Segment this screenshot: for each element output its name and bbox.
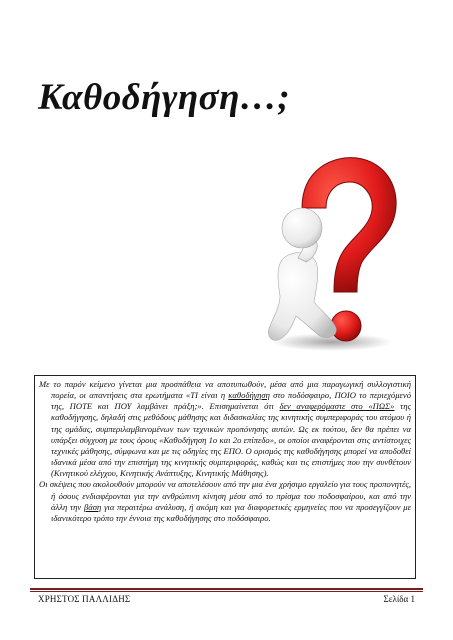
footer-page-number: Σελίδα 1 bbox=[383, 594, 415, 604]
thinking-figure-question-mark-icon bbox=[262, 150, 402, 355]
page-title: Καθοδήγηση…; bbox=[38, 77, 291, 118]
intro-paragraph-1: Με το παρόν κείμενο γίνεται μια προσπάθεια να αποτυπωθούν, μέσα από μια παραγωγική συλλογιστική πορεία, οι απαντήσεις στα ερωτήματα «ΤΙ είναι η καθοδήγηση στο ποδόσφαιρο, ΠΟΙΟ το περιεχόμενό της, ΠΟΤΕ και ΠΟΥ λαμβάνει πράξη;». Επισημαίνεται ότι δεν αναφερόμαστε στο «ΠΩΣ» της καθοδήγησης, δηλαδή στις μεθόδους μάθησης και διδασκαλίας της κινητικής συμπεριφοράς του ατόμου ή της ομάδας, συμπεριλαμβανομένων των τεχνικών προπόνησης αυτών. Ως εκ τούτου, δεν θα πρέπει να υπάρξει σύγχυση με τους όρους «Καθοδήγηση 1ο και 2ο επίπεδο», οι οποίοι αναφέρονται στις αντίστοιχες τεχνικές μάθησης, σύμφωνα και με τις οδηγίες της ΕΠΟ. Ο ορισμός της καθοδήγησης μπορεί να αποδοθεί ιδανικά μέσα από την επιστήμη της κινητικής συμπεριφοράς, καθώς και τις επιστήμες που την συνθέτουν (Κινητικού ελέγχου, Κινητικής Ανάπτυξης, Κινητικής Μάθησης). bbox=[39, 379, 412, 479]
footer-author: ΧΡΗΣΤΟΣ ΠΑΛΛΙΔΗΣ bbox=[38, 594, 131, 604]
footer-divider bbox=[30, 588, 423, 590]
footer-divider-thin bbox=[30, 591, 423, 592]
intro-text-box bbox=[34, 375, 416, 579]
intro-paragraph-2: Οι σκέψεις που ακολουθούν μπορούν να αποτελέσουν από την μια ένα χρήσιμο εργαλείο για τους προπονητές, ή όσους ενδιαφέρονται για την ανθρώπινη κίνηση μέσα από το πρίσμα του ποδοσφαίρου, και από την άλλη την βάση για περαιτέρω ανάλυση, ή ακόμη και για διαφορετικές ερμηνείες που να προσεγγίζουν με ιδανικότερο τρόπο την έννοια της καθοδήγησης στο ποδόσφαιρο. bbox=[39, 479, 412, 523]
